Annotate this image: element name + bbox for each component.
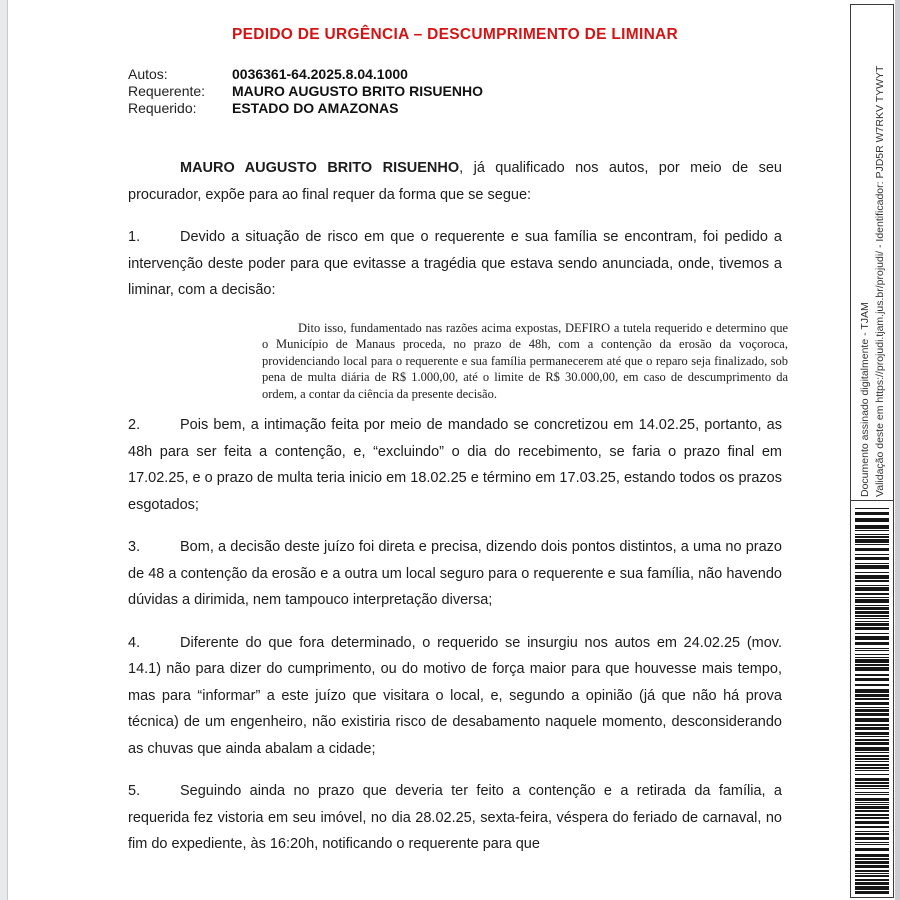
case-header: [128, 66, 782, 117]
intro-paragraph: [128, 155, 782, 208]
item-number: 1.: [128, 229, 141, 245]
intro-party-name: MAURO AUGUSTO BRITO RISUENHO: [180, 160, 460, 176]
header-field-autos: [128, 66, 782, 83]
case-number: 0036361-64.2025.8.04.1000: [232, 66, 408, 82]
intro-text: , já qualificado nos autos, por meio de seu procurador, expõe para ao final requer da forma que se segue:: [128, 160, 782, 203]
item-number: 2.: [128, 417, 141, 433]
field-label: Autos:: [128, 66, 168, 82]
page-left-edge: [0, 0, 8, 900]
field-label: Requerido:: [128, 100, 197, 116]
document-page: [128, 0, 788, 874]
numbered-item-2: [128, 412, 782, 518]
numbered-item-1: [128, 224, 782, 304]
item-text: Diferente do que fora determinado, o requerido se insurgiu nos autos em 24.02.25 (mov. 14.1) não para dizer do cumprimento, ou do motivo de força maior para que houvesse mais tempo, mas para “informar” a este juízo que visitara o local, e, segundo a opinião (já que não há prova técnica) de um engenheiro, não existiria risco de desabamento naquele momento, desconsiderando as chuvas que ainda abalam a cidade;: [128, 634, 782, 757]
field-label: Requerente:: [128, 83, 206, 99]
item-number: 4.: [128, 634, 141, 651]
numbered-item-4: [128, 630, 782, 763]
item-text: Devido a situação de risco em que o requerente e sua família se encontram, foi pedido a intervenção deste poder para que evitasse a tragédia que estava sendo anunciada, onde, tivemos a liminar, com a decisão:: [128, 229, 782, 298]
numbered-item-5: [128, 778, 782, 858]
numbered-item-3: [128, 534, 782, 614]
item-text: Seguindo ainda no prazo que deveria ter feito a contenção e a retirada da família, a requerida fez vistoria em seu imóvel, no dia 28.02.25, sexta-feira, véspera do feriado de carnaval, no fim do expediente, às 16:20h, notificando o requerente para que: [128, 783, 782, 852]
item-text: Bom, a decisão deste juízo foi direta e precisa, dizendo dois pontos distintos, a uma no prazo de 48 a contenção da erosão e a outra um local seguro para o requerente e sua família, não havendo dúvidas a dirimida, nem tampouco interpretação diversa;: [128, 539, 782, 608]
page-title: PEDIDO DE URGÊNCIA – DESCUMPRIMENTO DE LIMINAR: [231, 26, 679, 43]
signature-text: [858, 35, 888, 497]
page-right-edge: [895, 0, 900, 900]
signature-line-1: Documento assinado digitalmente - TJAM: [859, 302, 871, 497]
signature-line-2: Validação deste em https://projudi.tjam.jus.br/projudi/ - Identificador: PJD5R W7RKV TYWYT: [874, 65, 886, 497]
court-decision-quote: Dito isso, fundamentado nas razões acima expostas, DEFIRO a tutela requerido e determino que o Município de Manaus proceda, no prazo de 48h, com a contenção da erosão da voçoroca, providenciando local para o requerente e sua família permanecerem até que o reparo seja finalizado, sob pena de multa diária de R$ 1.000,00, até o limite de R$ 30.000,00, em caso de descumprimento da ordem, a contar da ciência da presente decisão.: [262, 320, 788, 401]
item-number: 5.: [128, 783, 141, 799]
header-field-requerente: [128, 83, 782, 100]
plaintiff-name: MAURO AUGUSTO BRITO RISUENHO: [232, 83, 483, 99]
digital-signature-strip: [850, 4, 894, 898]
item-number: 3.: [128, 539, 141, 555]
header-field-requerido: [128, 100, 782, 117]
signature-barcode: [851, 505, 893, 895]
signature-text-box: [851, 5, 893, 501]
defendant-name: ESTADO DO AMAZONAS: [232, 100, 399, 116]
item-text: Pois bem, a intimação feita por meio de mandado se concretizou em 14.02.25, portanto, as 48h para ser feita a contenção, e, “excluindo” o dia do recebimento, se faria o prazo final em 17.02.25, e o prazo de multa teria inicio em 18.02.25 e término em 17.03.25, estando todos os prazos esgotados;: [128, 417, 782, 513]
